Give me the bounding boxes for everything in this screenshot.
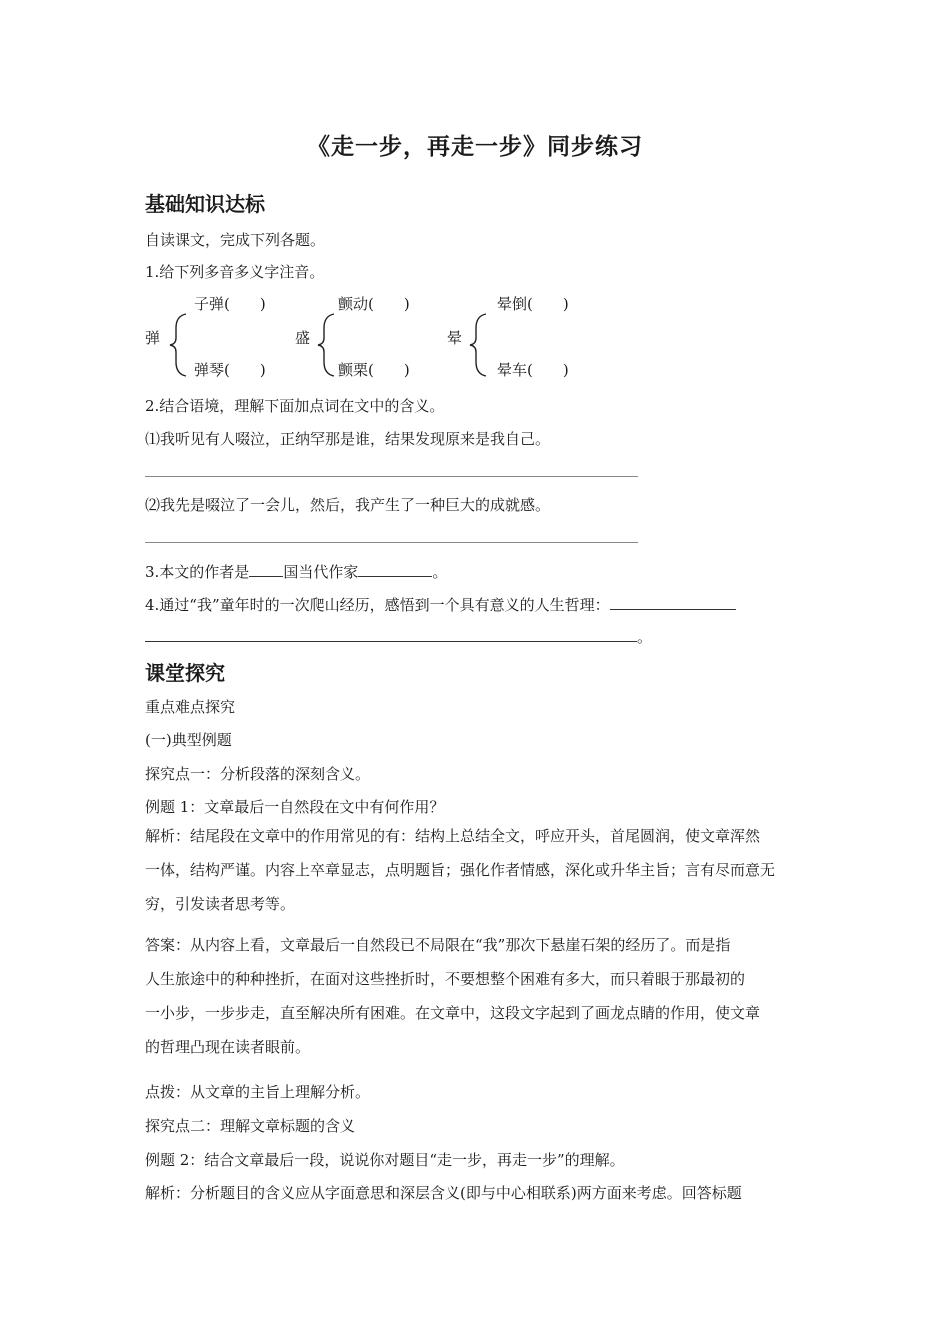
- author-name-blank[interactable]: [358, 561, 432, 577]
- question-4-text: 4.通过“我”童年时的一次爬山经历，感悟到一个具有意义的人生哲理：: [145, 596, 610, 614]
- question-3-text-b: 国当代作家: [283, 563, 359, 581]
- subheading-examples: (一)典型例题: [145, 731, 232, 749]
- group3-top-word: 晕倒( ): [497, 295, 569, 313]
- paragraph-line: 答案：从内容上看，文章最后一自然段已不局限在“我”那次下悬崖石架的经历了。而是指: [145, 936, 731, 954]
- example-2-analysis: 解析：分析题目的含义应从字面意思和深层含义(即与中心相联系)两方面来考虑。回答标题: [145, 1184, 742, 1202]
- group1-bottom-word: 弹琴( ): [194, 361, 266, 379]
- example-1-question: 例题 1：文章最后一自然段在文中有何作用？: [145, 798, 445, 816]
- answer-blank[interactable]: [145, 626, 637, 642]
- group1-char: 弹: [145, 329, 161, 347]
- example-1-analysis: [145, 819, 807, 921]
- inquiry-point-1: 探究点一：分析段落的深刻含义。: [145, 765, 371, 783]
- question-3-text-a: 3.本文的作者是: [145, 563, 250, 581]
- brace-icon: [168, 312, 190, 378]
- question-4-continuation: [145, 626, 652, 647]
- question-2-prompt: 2.结合语境，理解下面加点词在文中的含义。: [145, 397, 445, 415]
- paragraph-line: 穷，引发读者思考等。: [145, 895, 296, 913]
- paragraph-line: 人生旅途中的种种挫折，在面对这些挫折时，不要想整个困难有多大，而只着眼于那最初的: [145, 970, 746, 988]
- page-title: 《走一步，再走一步》同步练习: [307, 134, 643, 160]
- answer-line[interactable]: [145, 476, 638, 477]
- example-1-tip: 点拨：从文章的主旨上理解分析。: [145, 1083, 371, 1101]
- question-3-text-c: 。: [432, 563, 448, 581]
- example-1-answer: [145, 928, 807, 1064]
- group3-char: 晕: [447, 329, 463, 347]
- question-4: [145, 594, 736, 615]
- answer-blank[interactable]: [610, 594, 736, 610]
- intro-text: 自读课文，完成下列各题。: [145, 231, 326, 249]
- answer-line[interactable]: [145, 542, 638, 543]
- question-3: [145, 561, 447, 582]
- inquiry-point-2: 探究点二：理解文章标题的含义: [145, 1117, 356, 1135]
- paragraph-line: 一体，结构严谨。内容上卒章显志，点明题旨；强化作者情感，深化或升华主旨；言有尽而意无: [145, 861, 776, 879]
- question-2-item-1: ⑴我听见有人啜泣，正纳罕那是谁，结果发现原来是我自己。: [145, 430, 551, 448]
- group3-bottom-word: 晕车( ): [497, 361, 569, 379]
- question-4-end: 。: [637, 628, 653, 646]
- brace-icon: [316, 312, 338, 378]
- question-1-prompt: 1.给下列多音多义字注音。: [145, 263, 325, 281]
- section-heading-basics: 基础知识达标: [145, 192, 265, 216]
- example-2-question: 例题 2：结合文章最后一段，说说你对题目“走一步，再走一步”的理解。: [145, 1151, 625, 1169]
- group2-bottom-word: 颤栗( ): [338, 361, 410, 379]
- section-heading-inquiry: 课堂探究: [145, 661, 225, 685]
- group2-char: 盛: [295, 329, 311, 347]
- paragraph-line: 一小步，一步步走，直至解决所有困难。在文章中，这段文字起到了画龙点睛的作用，使文章: [145, 1004, 761, 1022]
- author-country-blank[interactable]: [249, 561, 283, 577]
- group1-top-word: 子弹( ): [194, 295, 266, 313]
- subheading-key-points: 重点难点探究: [145, 698, 236, 716]
- brace-icon: [468, 312, 490, 378]
- paragraph-line: 的哲理凸现在读者眼前。: [145, 1038, 311, 1056]
- paragraph-line: 解析：结尾段在文章中的作用常见的有：结构上总结全文，呼应开头，首尾圆润，使文章浑然: [145, 827, 761, 845]
- question-2-item-2: ⑵我先是啜泣了一会儿，然后，我产生了一种巨大的成就感。: [145, 496, 551, 514]
- group2-top-word: 颤动( ): [338, 295, 410, 313]
